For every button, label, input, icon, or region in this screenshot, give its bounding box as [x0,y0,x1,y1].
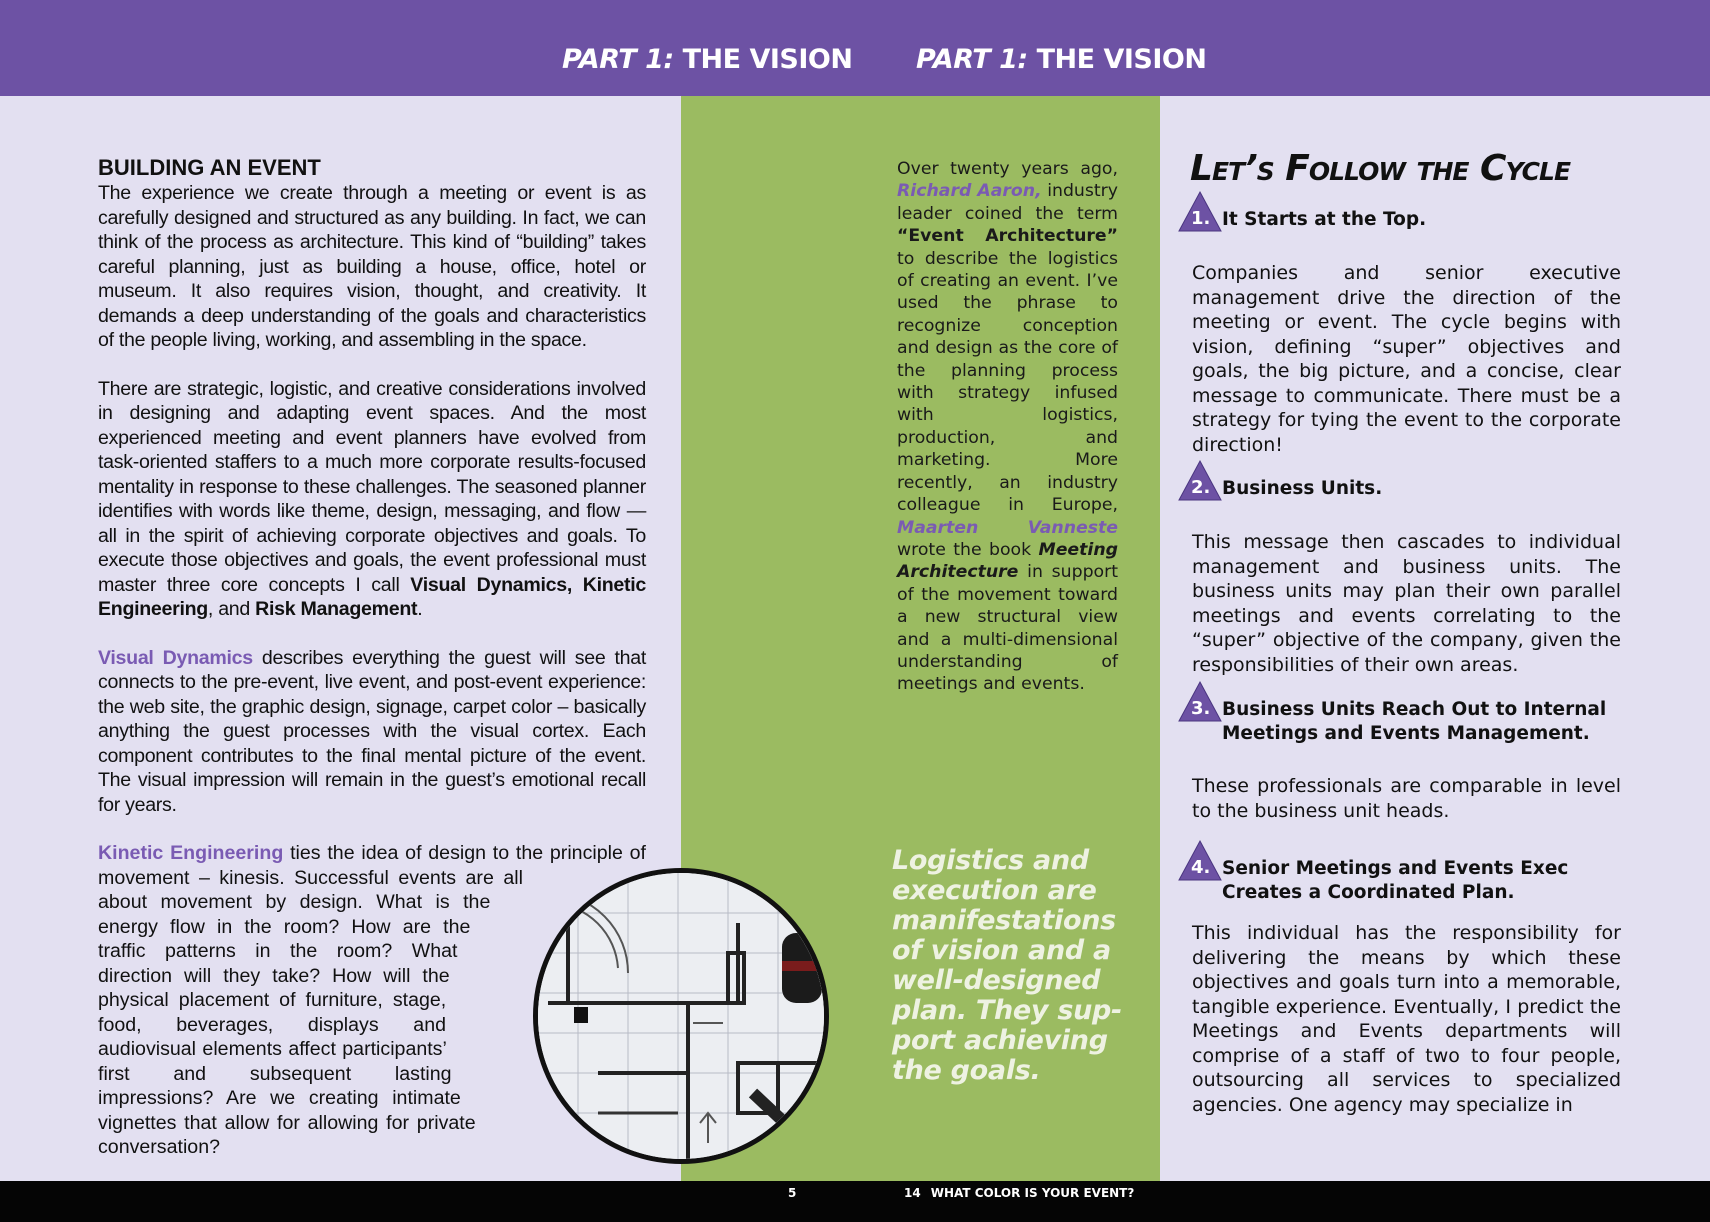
paragraph-2 [98,377,646,622]
step-4-number: 4. [1191,857,1211,878]
step-3-heading-line2: Meetings and Events Management. [1222,723,1590,744]
book-meeting-architecture: Meeting Architecture [897,539,1118,583]
kinetic-engineering-text: ties the idea of design to the principle of movement – kinesis. Successful events are all about movement by design. What is the energy flow in the room? How are the traffic patterns in the room? What direction will they take? How will the physical placement of furniture, stage, food, beverages, displays and audiovisual elements affect participants’ first and subsequent lasting impressions? Are we creating intimate vignettes that allow for allowing for private conversation? [98,842,646,1158]
step-3-body: These professionals are comparable in level to the business unit heads. [1192,775,1621,822]
step-3-heading [1222,698,1606,746]
step-2-body: This message then cascades to individual management and business units. The business units may plan their own parallel meetings and events correlating to the “super” objective of the company, given the responsibilities of their own areas. [1192,531,1621,676]
header-right-title: THE VISION [1036,44,1207,75]
step-4 [1178,839,1638,911]
name-richard-aaron: Richard Aaron, [897,181,1042,202]
green-text-1: Over twenty years ago, [897,159,1118,179]
step-1 [1178,190,1638,240]
page-footer-right [904,1186,1134,1200]
pull-quote: Logistics and execution are manifestations of vision and a well-designed plan. They sup-port achieving the goals. [892,845,1122,1086]
page-number-right: 14 [904,1186,921,1200]
green-text-3: to describe the logistics of creating an event. I’ve used the phrase to recognize conception and design as the core of the planning process with strategy infused with logistics, production, and marketing. More recently, an industry colleague in Europe, [897,248,1118,516]
step-3-number: 3. [1191,698,1211,719]
footer-bar [0,1181,1710,1222]
step-4-heading [1222,857,1568,905]
green-column-text [897,158,1118,696]
kinetic-engineering-term: Kinetic Engineering [98,842,284,864]
cycle-title: Let’s Follow the Cycle [1190,148,1571,189]
header-left-part: PART 1: [562,44,674,75]
paragraph-2-text: There are strategic, logistic, and creative considerations involved in designing and adapting event spaces. And the most experienced meeting and event planners have evolved from task-oriented staffers to a much more corporate results-focused mentality in response to these challenges. The seasoned planner identifies with words like theme, design, messaging, and flow — all in the spirit of achieving corporate objectives and goals. To execute those objectives and goals, the event professional must master three core concepts I call [98,377,646,596]
header-right-part: PART 1: [916,44,1028,75]
green-text-2: industry leader coined the term [897,181,1118,224]
term-visual-kinetic: Visual Dynamics, Kinetic Engineering [98,573,646,620]
blueprint-drawing [538,873,829,1164]
visual-dynamics-text: describes everything the guest will see that connects to the pre-event, live event, and post-event experience: the web site, the graphic design, signage, carpet color – basically anything the guest processes with the visual cortex. Each component contributes to the final mental picture of the event. The visual impression will remain in the guest’s emotional recall for years. [98,646,646,816]
paragraph-visual-dynamics [98,646,646,818]
step-2-number: 2. [1191,477,1211,498]
step-2 [1178,459,1638,509]
green-text-4: wrote the book [897,539,1039,560]
header-left [562,44,852,75]
page-number-left: 5 [788,1186,797,1200]
section-heading: BUILDING AN EVENT [98,155,321,180]
term-event-architecture: “Event Architecture” [897,226,1118,247]
step-3 [1178,680,1638,752]
header-left-title: THE VISION [682,44,853,75]
step-1-heading: It Starts at the Top. [1222,209,1427,230]
step-2-heading: Business Units. [1222,478,1383,499]
step-3-heading-line1: Business Units Reach Out to Internal [1222,699,1607,720]
step-4-heading-line2: Creates a Coordinated Plan. [1222,882,1515,903]
visual-dynamics-term: Visual Dynamics [98,646,253,669]
step-1-body: Companies and senior executive management drive the direction of the meeting or event. The cycle begins with vision, defining “super” objectives and goals, the big picture, and a concise, clear message to communicate. There must be a strategy for tying the event to the corporate direction! [1192,262,1621,456]
step-4-heading-line1: Senior Meetings and Events Exec [1222,858,1569,879]
paragraph-2-end: . [417,598,423,620]
term-risk-management: Risk Management [255,598,418,620]
step-4-body: This individual has the responsibility for delivering the means by which these objectives and goals turn into a memorable, tangible experience. Eventually, I predict the Meetings and Events departments will comprise of a staff of two to four people, outsourcing all services to specialized agencies. One agency may specialize in [1192,922,1621,1116]
green-text-5: in support of the movement toward a new structural view and a multi-dimensional understanding of meetings and events. [897,562,1118,695]
paragraph-1: The experience we create through a meeting or event is as carefully designed and structured as any building. In fact, we can think of the process as architecture. This kind of “building” takes careful planning, just as building a house, office, hotel or museum. It also requires vision, thought, and creativity. It demands a deep understanding of the goals and characteristics of the people living, working, and assembling in the space. [98,182,646,351]
step-1-number: 1. [1191,208,1211,229]
name-maarten-vanneste: Maarten Vanneste [897,517,1118,538]
left-page-text [98,155,646,841]
header-bar [0,0,1710,96]
header-right [916,44,1206,75]
blueprint-image [533,868,829,1164]
book-title-footer: WHAT COLOR IS YOUR EVENT? [930,1186,1135,1200]
paragraph-2-and: , and [207,598,256,620]
